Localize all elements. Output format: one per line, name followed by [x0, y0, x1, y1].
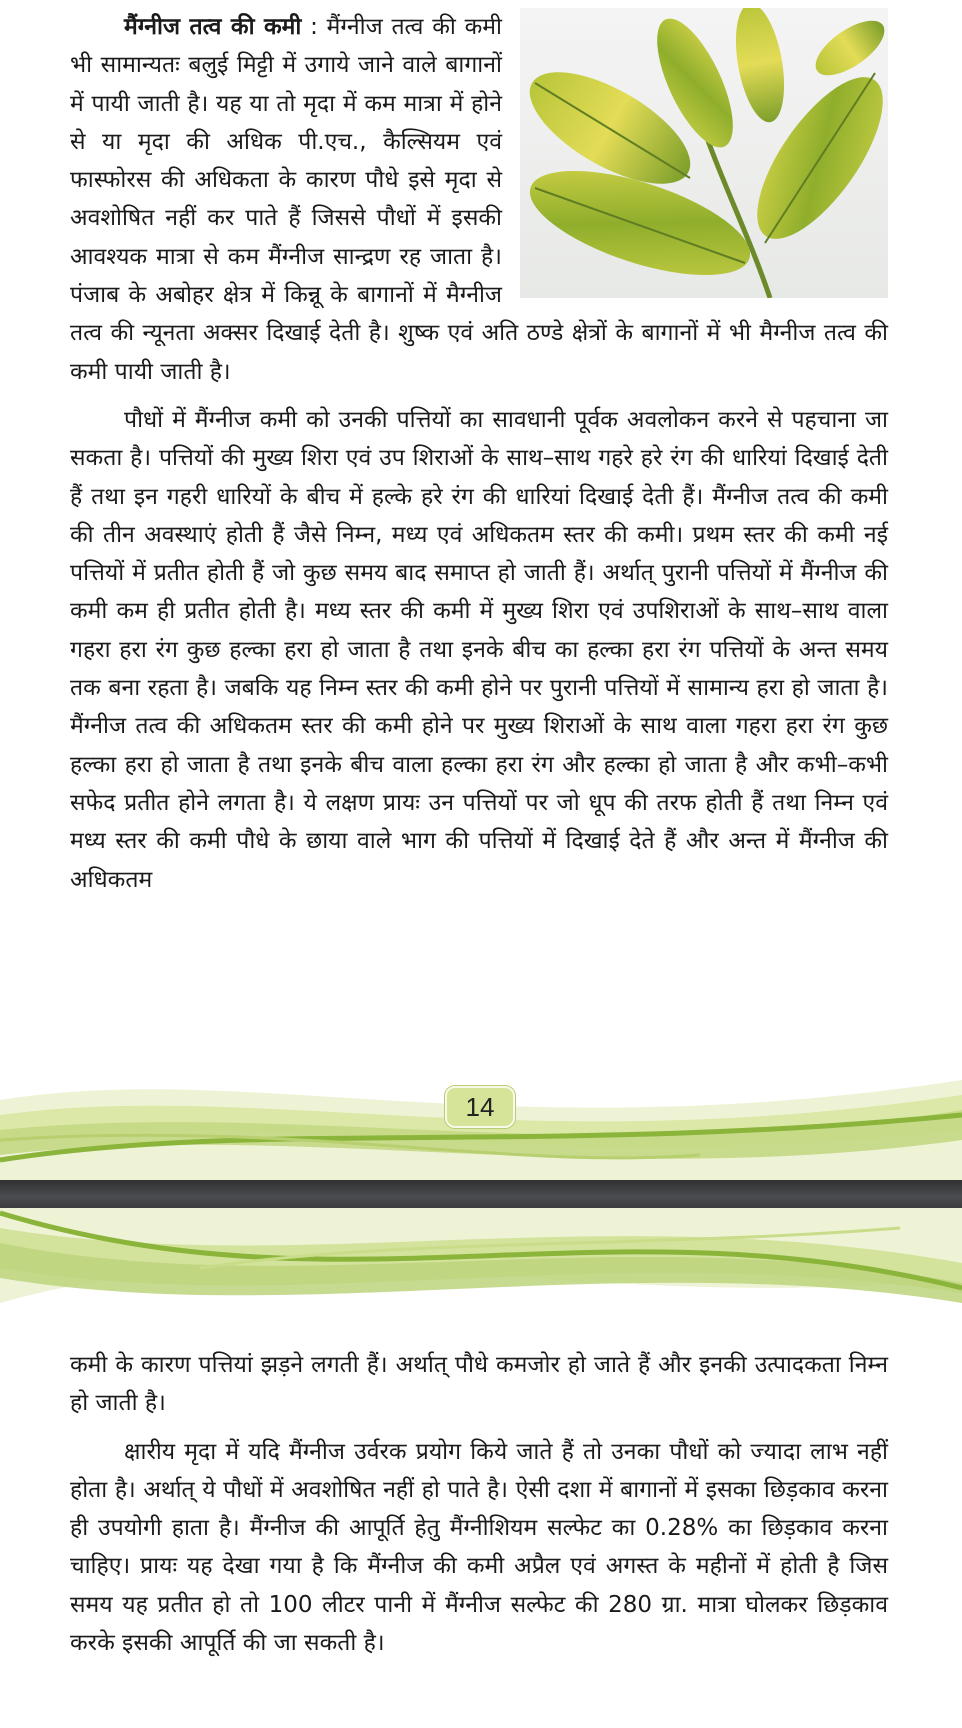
leaf-illustration [520, 8, 888, 298]
leaf-photo [520, 8, 888, 298]
paragraph-symptoms: पौधों में मैंग्नीज कमी को उनकी पत्तियों का सावधानी पूर्वक अवलोकन करने से पहचाना जा सकता है। पत्तियों की मुख्य शिरा एवं उप शिराओं के साथ–साथ गहरे हरे रंग की धारियां दिखाई देती हैं तथा इन गहरी धारियों के बीच में हल्के हरे रंग की धारियां दिखाई देती हैं। मैंग्नीज तत्व की कमी की तीन अवस्थाएं होती हैं जैसे निम्न, मध्य एवं अधिकतम स्तर की कमी। प्रथम स्तर की कमी नई पत्तियों में प्रतीत होती हैं जो कुछ समय बाद समाप्त हो जाती हैं। अर्थात् पुरानी पत्तियों में मैंग्नीज की कमी कम ही प्रतीत होती है। मध्य स्तर की कमी में मुख्य शिरा एवं उपशिराओं के साथ–साथ वाला गहरा हरा रंग कुछ हल्का हरा हो जाता है तथा इनके बीच का हल्का हरा रंग पत्तियों के अन्त समय तक बना रहता है। जबकि यह निम्न स्तर की कमी होने पर पुरानी पत्तियों में सामान्य हरा हो जाता है। मैंग्नीज तत्व की अधिकतम स्तर की कमी होने पर मुख्य शिराओं के साथ वाला गहरा हरा रंग कुछ हल्का हरा हो जाता है तथा इनके बीच वाला हल्का हरा रंग और हल्का हो जाता है और कभी–कभी सफेद प्रतीत होने लगता है। ये लक्षण प्रायः उन पत्तियों पर जो धूप की तरफ होती हैं तथा निम्न एवं मध्य स्तर की कमी पौधे के छाया वाले भाग की पत्तियों में दिखाई देते हैं और अन्त में मैंग्नीज की अधिकतम [70, 406, 888, 893]
paragraph-text: : मैंग्नीज तत्व की कमी भी सामान्यतः बलुई मिट्टी में उगाये जाने वाले बागानों में पायी जाती है। यह या तो मृदा में कम मात्रा में होने से या मृदा की अधिक पी.एच., कैल्सियम एवं फास्फोरस की अधिकता के कारण पौधे इसे मृदा से अवशोषित नहीं कर पाते हैं जिससे पौधों में इसकी आवश्यक मात्रा से कम मैंग्नीज सान्द्रण रह जाता है। पंजाब के अबोहर क्षेत्र में किन्नू के बागानों में मैग्नीज तत्व की न्यूनता अक्सर दिखाई देती है। शुष्क एवं अति ठण्डे क्षेत्रों के बागानों में भी मैग्नीज तत्व की कमी पायी जाती है। [70, 14, 888, 385]
paragraph-alkaline-soil: क्षारीय मृदा में यदि मैंग्नीज उर्वरक प्रयोग किये जाते हैं तो उनका पौधों को ज्यादा लाभ नहीं होता है। अर्थात् ये पौधों में अवशोषित नहीं हो पाते है। ऐसी दशा में बागानों में इसका छिड़काव करना ही उपयोगी हाता है। मैंग्नीज की आपूर्ति हेतु मैंग्नीशियम सल्फेट का 0.28% का छिड़काव करना चाहिए। प्रायः यह देखा गया है कि मैंग्नीज की कमी अप्रैल एवं अगस्त के महीनों में होती है जिस समय यह प्रतीत हो तो 100 लीटर पानी में मैंग्नीज सल्फेट की 280 ग्रा. मात्रा घोलकर छिड़काव करके इसकी आपूर्ति की जा सकती है। [70, 1438, 888, 1657]
top-text-block [70, 8, 888, 899]
bottom-text-block [70, 1346, 888, 1662]
page-gutter [0, 1180, 962, 1208]
page-number: 14 [445, 1086, 515, 1128]
paragraph-leaf-drop: कमी के कारण पत्तियां झड़ने लगती हैं। अर्थात् पौधे कमजोर हो जाते हैं और इनकी उत्पादकता निम्न हो जाती है। [70, 1352, 888, 1417]
decorative-wave-bottom [0, 1208, 962, 1338]
section-heading: मैंग्नीज तत्व की कमी [124, 14, 302, 40]
